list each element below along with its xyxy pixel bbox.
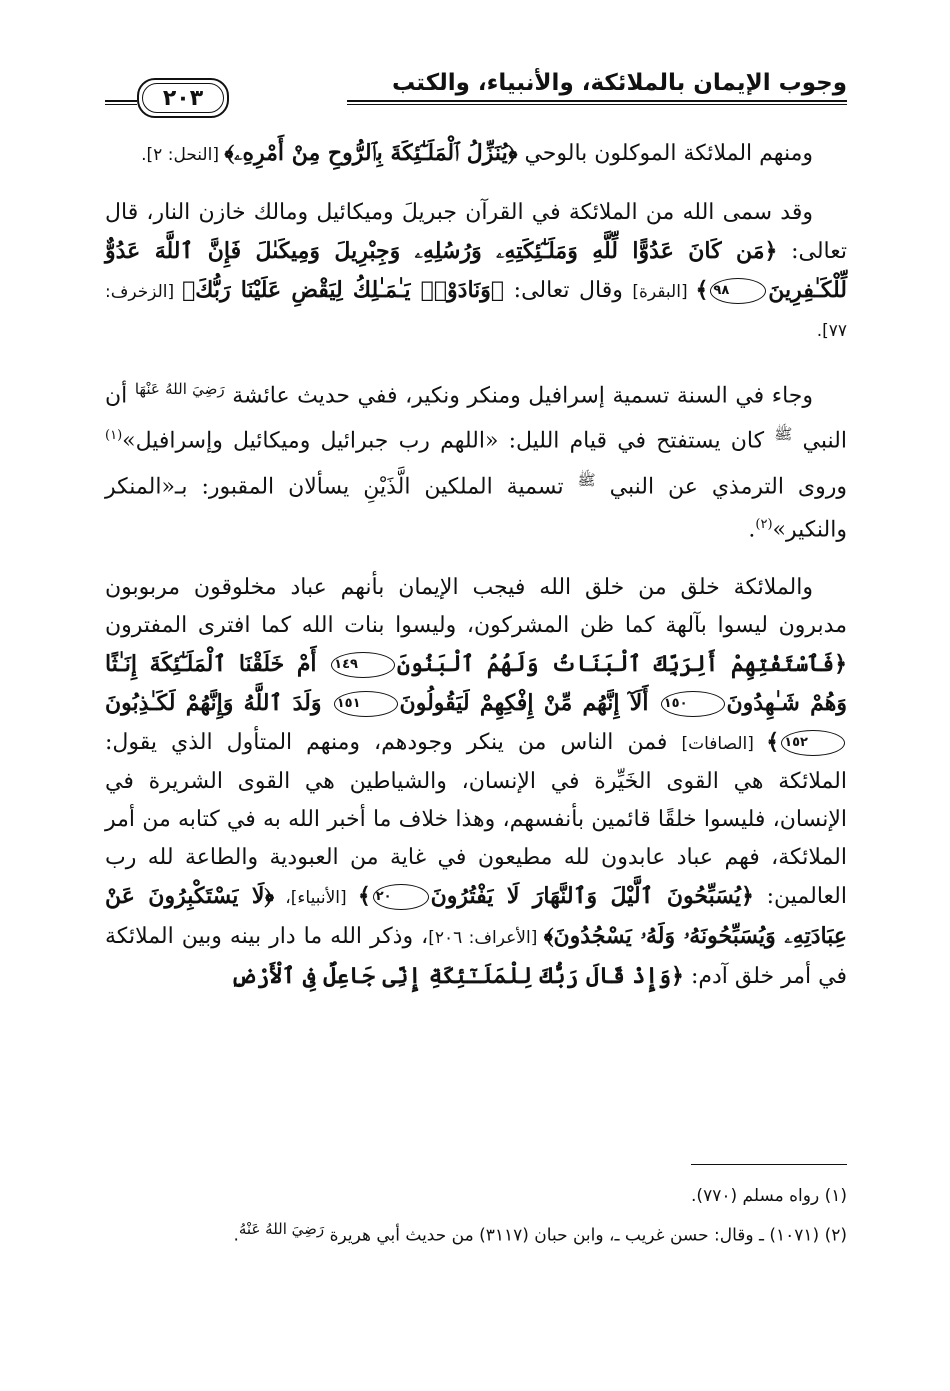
paragraph-text: وقد سمى الله من الملائكة في القرآن جبريلَ وميكائيل ومالك خازن النار، قال تعالى: xyxy=(105,200,847,264)
paragraph xyxy=(105,134,847,174)
page-header xyxy=(105,62,847,118)
footnote-text: (٢) (١٠٧١) ـ وقال: حسن غريب ـ، وابن حبان (٣١١٧) من حديث أبي هريرة xyxy=(324,1225,847,1246)
paragraph-text: . xyxy=(748,517,756,543)
ayah-number-marker: ١٤٩ xyxy=(331,652,395,678)
verse-reference: [الصافات] xyxy=(681,734,767,755)
footnote-marker[interactable]: (١) xyxy=(105,428,123,444)
ayah-number-marker: ٢٠ xyxy=(373,884,429,910)
ayah-number-marker: ١٥١ xyxy=(334,691,398,717)
verse-reference: [الأنبياء]، xyxy=(274,888,358,909)
paragraph-text: ، وذكر الله ما دار بينه وبين الملائكة في أمر خلق آدم: xyxy=(105,924,847,990)
quran-bracket: ﴾ xyxy=(766,729,780,756)
footnote xyxy=(105,1213,847,1253)
honorific-glyph: ﷺ xyxy=(577,470,596,489)
quran-verse: ﴿فَٱسْتَفْتِهِمْ أَلِرَبِّكَ ٱلْبَنَاتُ وَلَهُمُ ٱلْبَنُونَ xyxy=(396,651,847,678)
running-title: وجوب الإيمان بالملائكة، والأنبياء، والكتب xyxy=(391,70,847,96)
quran-verse: ﴿مَن كَانَ عَدُوًّا لِّلَّهِ وَمَلَـٰٓئِكَتِهِۦ وَرُسُلِهِۦ وَجِبْرِيلَ وَمِيكَىٰلَ فَإِنَّ ٱللَّهَ عَدُوٌّ لِّلْكَـٰفِرِينَ xyxy=(105,238,847,303)
footnote xyxy=(105,1180,847,1213)
quran-verse: ﴿يُنَزِّلُ ٱلْمَلَـٰٓئِكَةَ بِٱلرُّوحِ مِنْ أَمْرِهِۦ﴾ xyxy=(224,140,518,166)
verse-reference: [البقرة] xyxy=(632,282,696,302)
book-page xyxy=(105,62,847,1362)
paragraph-text: أن النبي xyxy=(105,383,847,454)
quran-verse: ﴿يُسَبِّحُونَ ٱلَّيْلَ وَٱلنَّهَارَ لَا يَفْتُرُونَ xyxy=(430,883,754,910)
ayah-number-marker: ٩٨ xyxy=(710,278,766,304)
paragraph xyxy=(105,370,847,549)
honorific-glyph: رَضِيَ اللهُ عَنْهُ xyxy=(238,1220,325,1238)
verse-reference: [النحل: ٢]. xyxy=(141,145,225,165)
header-rule xyxy=(347,100,847,102)
ayah-number-marker: ١٥٢ xyxy=(781,730,845,756)
quran-bracket: ﴾ xyxy=(357,883,371,910)
quran-verse: ﴿وَإِذْ قَالَ رَبُّكَ لِلْمَلَـٰٓئِكَةِ إِنِّى جَاعِلٌ فِى ٱلْأَرْضِ xyxy=(230,963,684,990)
page-number: ٢٠٣ xyxy=(162,85,204,111)
paragraph-text: والملائكة خلق من خلق الله فيجب الإيمان بأنهم عباد مخلوقون مربوبون مدبرون ليسوا بآلهة كما ظن المشركون، وليسوا بنات الله كما افترى المفترون xyxy=(105,575,847,639)
quran-bracket: ﴾ xyxy=(695,277,709,303)
paragraph-text: تسمية الملكين الَّذَيْنِ يسألان المقبور: بـ«المنكر والنكير» xyxy=(105,473,847,543)
header-rule-left-thin xyxy=(105,104,137,105)
quran-verse: ﴿لَا يَسْتَكْبِرُونَ عَنْ عِبَادَتِهِۦ وَيُسَبِّحُونَهُۥ وَلَهُۥ يَسْجُدُونَ﴾ xyxy=(105,883,847,950)
footnote-marker[interactable]: (٢) xyxy=(755,516,773,532)
paragraph-text: كان يستفتح في قيام الليل: «اللهم رب جبرائيل وميكائيل وإسرافيل» xyxy=(122,428,775,454)
page-number-badge xyxy=(137,78,229,118)
paragraph-text: وروى الترمذي عن النبي xyxy=(595,473,848,499)
paragraph-text: ومنهم الملائكة الموكلون بالوحي xyxy=(517,141,813,166)
footnote-text: . xyxy=(233,1225,239,1246)
verse-reference: [الزخرف: ٧٧]. xyxy=(105,282,847,341)
quran-verse: أَمْ خَلَقْنَا ٱلْمَلَـٰٓئِكَةَ إِنَـٰثًا وَهُمْ شَـٰهِدُونَ xyxy=(105,651,847,717)
footnote-separator xyxy=(691,1164,847,1165)
quran-verse: وَلَدَ ٱللَّهُ وَإِنَّهُمْ لَكَـٰذِبُونَ xyxy=(105,690,332,717)
paragraph xyxy=(105,194,847,350)
honorific-glyph: رَضِيَ اللهُ عَنْهَا xyxy=(134,380,225,398)
quran-verse: ﴿وَنَادَوْا۟ يَـٰمَـٰلِكُ لِيَقْضِ عَلَيْنَا رَبُّكَ﴾ xyxy=(182,277,505,303)
header-rule-left xyxy=(105,100,137,102)
honorific-glyph: ﷺ xyxy=(774,425,793,444)
paragraph xyxy=(105,569,847,996)
quran-verse: أَلَآ إِنَّهُم مِّنْ إِفْكِهِمْ لَيَقُولُونَ xyxy=(399,690,659,717)
paragraph-text: وجاء في السنة تسمية إسرافيل ومنكر ونكير، ففي حديث عائشة xyxy=(224,383,813,409)
verse-reference: [الأعراف: ٢٠٦] xyxy=(428,928,544,949)
main-text xyxy=(105,134,847,1016)
paragraph-text: فمن الناس من ينكر وجودهم، ومنهم المتأول الذي يقول: الملائكة هي القوى الخَيِّرة في الإنسان، والشياطين هي القوى الشريرة في الإنسان، فليسوا خلقًا قائمين بأنفسهم، وهذا خلاف ما أخبر الله به في كتابه من أمر الملائكة، فهم عباد عابدون لله مطيعون في غاية من العبودية والطاعة لله رب العالمين: xyxy=(105,730,847,910)
header-rule-thin xyxy=(347,104,847,105)
ayah-number-marker: ١٥٠ xyxy=(661,691,725,717)
footnote-text: (١) رواه مسلم (٧٧٠). xyxy=(691,1186,847,1206)
footnotes xyxy=(105,1180,847,1253)
paragraph-text: وقال تعالى: xyxy=(504,278,633,303)
